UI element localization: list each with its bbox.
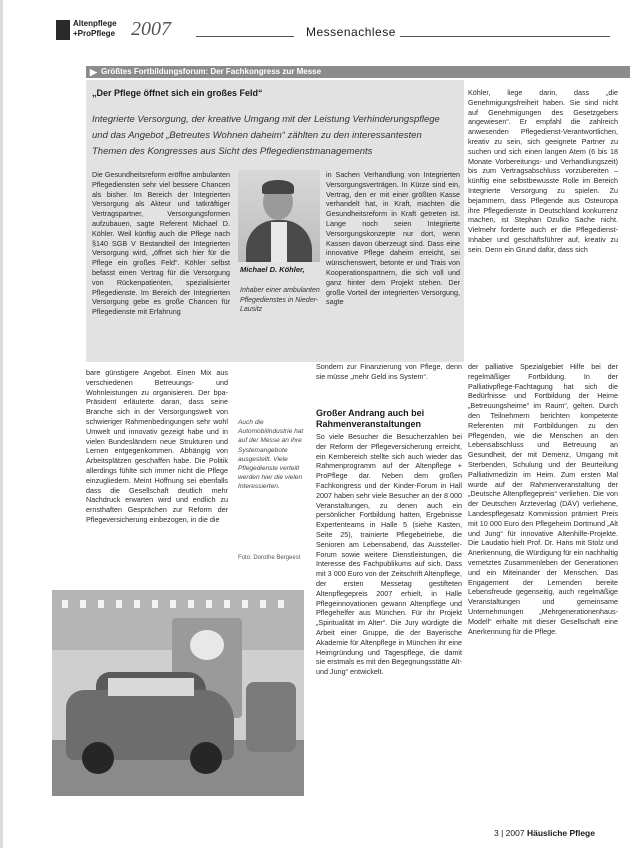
footer-issue: 3 | 2007 <box>494 828 525 838</box>
article-lead: Integrierte Versorgung, der kreative Umgang mit der Leistung Verhinderungspflege und das Angebot „Betreutes Wohnen daheim“ zählten zu den interessantesten Themen des Kongresses aus Sicht des Pflegedienstmanagements <box>92 114 440 157</box>
banner-text: Größtes Fortbildungsforum: Der Fachkongress zur Messe <box>101 67 322 76</box>
article-column-3: Köhler, liege darin, dass „die Genehmigungsfreiheit haben. Sie sind nicht auf Genehmigungen des Gesetzgebers angewiesen“. Er empfahl die zahlreich anwesenden Pflegedienst-Verantwortlichen, kreativ zu sein, sich geeignete Partner zu suchen und sich einen langen Atem (6 bis 18 Monate Vorbereitungs- und Verhandlungszeit) bis zum Vertragsabschluss vorzubereiten – künftig eine selbstbewusste Rolle im Bereich Integrierte Versorgung zu spielen. Zu bejammern, dass Pflegende aus Osteuropa ihre Pflegedienste in Deutschland konkurrenz machen, ist Stephan Dzulko Sache nicht. Vielmehr forderte auch er die Pflegedienst-Inhaber und geschäftsführer auf, kreativ zu sein. Denn ein Grund dafür, dass sich <box>468 88 618 254</box>
logo-line-1: Altenpflege <box>73 19 117 28</box>
logo-year: 2007 <box>131 18 171 40</box>
header-rule-left <box>196 36 294 37</box>
photo-caption-text: Inhaber einer ambulanten Pflegedienstes in Nieder-Lausitz <box>240 287 320 313</box>
header-rule-right <box>400 36 610 37</box>
article-column-5: Sondern zur Finanzierung von Pflege, denn sie müsse „mehr Geld ins System“. <box>316 362 462 381</box>
trade-fair-car-photo <box>52 590 304 796</box>
magazine-logo-icon <box>56 20 70 40</box>
logo-line-2: +ProPflege <box>73 29 116 38</box>
page-footer <box>494 828 595 838</box>
article-column-4: bare günstigere Angebot. Einen Mix aus verschiedenen Betreuungs- und Wohnleistungen zu organisieren. Der bpa-Präsident erläuterte daran, dass seine Branche sich in der Versorgungswelt von schwieriger Rahmenbedingungen sehr wohl Umwelt und innovativ gezeigt habe und in vielen Bundesländern neue Strukturen und Lernen entgegenkommen. Abhängig von Arbeitsplätzen geschaffen habe. Die Politik allerdings fühlte sich immer nicht die Pflege einzugliedern. Meint Hoffnung sei ebenfalls dass die Gesellschaft deutlich mehr Nachdruck erwarten wird und endlich zu ernsthaften Gesprächen zur Reform der Pflegeversicherung einbezogen, in die die <box>86 368 228 524</box>
article-column-2: in Sachen Verhandlung von Integrierten Versorgungsverträgen. In Kürze sind ein, Vertrag, den er mit einer größten Kasse verhandelt hat, in Kraft, machten die Gesundheitsreform in Kraft getreten ist. Lange noch seien Integrierte Versorgungskonzepte nur dort, wenn Kassen davon überzeugt sind. Dass eine innovative Pflege daheim erreicht, sei wünschenswert, betonte er und Trais von Kooperationspartnern, die sich voll und ganz hinter dem Projekt stehen. Der große Vorteil der integrierten Versorgung, sagte <box>326 170 460 307</box>
article-column-6: So viele Besucher die Besucherzahlen bei der Reform der Pflegeversicherung erreicht, ein Kernbereich stellte sich auch wieder das Rahmenprogramm auf der Altenpflege + ProPflege dar. Neben dem großen Fachkongress und der Kinder-Forum in Hall 2007 haben sehr viele Besucher an der 8 000 Veranstaltungen, zu denen auch ein persönlicher Fortbildung hatten, Ergebnisse Expertenteams in Halle 5 (siehe Kasten, Seite 25), trainierte Pflegebetriebe, die Senioren am Lebensabend, das Aussteller-Forum sowie weitere Dienstleistungen, die Interesse des Fachpublikums auf sich. Dass mit 3 000 Euro von der Zeitschrift Altenpflege, der ersten Messetag gestifteten Altenpflegepreis 2007 erhielt, in Halle Pflegeinnovationen gewann Altenpflege und Pflegehelfer aus München. Für ihr Projekt „Spiritualität im Alter“. Die Jury würdigte die Arbeit einer Gruppe, die der Bayerische Akademie für Altenpflege in München ihr eine Heimgründung und Tagespflege, die damit sie erstmals es mit den Begegnungsstätte Alt- und Jung“ entwickelt. <box>316 432 462 677</box>
page-edge <box>0 0 3 848</box>
article-column-1: Die Gesundheitsreform eröffne ambulanten Pflegediensten sehr viel bessere Chancen als bisher. Im Bereich der Integrierten Versorgung als Akteur und tatkräftiger Vertragspartner, Versorgungsformen aufzubauen, sagte Referent Michael D. Köhler. Weil künftig auch die Pflege nach §140 SGB V Bestandteil der Integrierten Versorgung wird, „öffnet sich hier für die Pflege ein großes Feld“. Köhler selbst befasst einen Vertrag für die Versorgung von Rückenpatienten, spezialisierter Pflegedienste. Im Bereich der Integrierten Versorgung gebe es große Chancen für Pflegedienste mit Erfahrung <box>92 170 230 317</box>
photo-caption-name: Michael D. Köhler, <box>240 265 305 274</box>
banner-arrow-icon: ▶ <box>90 67 97 77</box>
portrait-photo <box>238 170 320 262</box>
article-subheading: Großer Andrang auch bei Rahmenveranstaltungen <box>316 408 425 429</box>
footer-magazine: Häusliche Pflege <box>526 828 595 838</box>
article-headline: „Der Pflege öffnet sich ein großes Feld“ <box>92 88 263 98</box>
car-photo-caption: Auch die Automobilindustrie hat auf der Messe an ihre Systemangebote ausgestellt. Viele Pflegedienste verteilt werden hier die vielen Interessierten. <box>238 419 304 491</box>
photo-credit: Foto: Dorothe Bergeest <box>238 555 301 561</box>
article-column-7: der palliative Spezialgebiet Hilfe bei der regelmäßiger Fortbildung. In der Palliativpflege-Fachtagung hat sich die Bedürfnisse und Fortbildung der Heime „Betreuungsheime“ im Raum“, gelten. Durch den Teilnehmern berichten kompetente Referenten mit Fortbildungen zu den Pflegenden, wie die Menschen an den Lebensabschluss und Betreuung an Gesundheit, der mit Demenz, Umgang mit Sterbenden, Schulung und der Beurteilung Palliativmedizin im Heim. Zum ersten Mal wurde auf der Rahmenveranstaltung der „Deutsche Altenpflegepreis“ verliehen. Die von der Deutschen Ärzteverlag (DÄV) verliehene, Landespflegesatz Kommission prämiert Preis mit 10 000 Euro den Pflegeheim Dortmund „Alt und Jung“ für innovative Altenhilfe-Projekte. Die Laudatio hielt Prof. Dr. Hans mit Stolz und Anerkennung, die Würdigung für ein nachhaltig vernetztes Zusammenleben der Generationen und ein Miteinander der Menschen. Das Engagement der Lernenden bereite Lebensfreude gegenseitig, auch regelmäßige Veranstaltungen und gemeinsame Unternehmungen „Mehrgenerationenhaus-Modell“ erhalte mit dieser Gesellschaft eine Anerkennung für die Pflege. <box>468 362 618 636</box>
section-title: Messenachlese <box>306 25 396 39</box>
